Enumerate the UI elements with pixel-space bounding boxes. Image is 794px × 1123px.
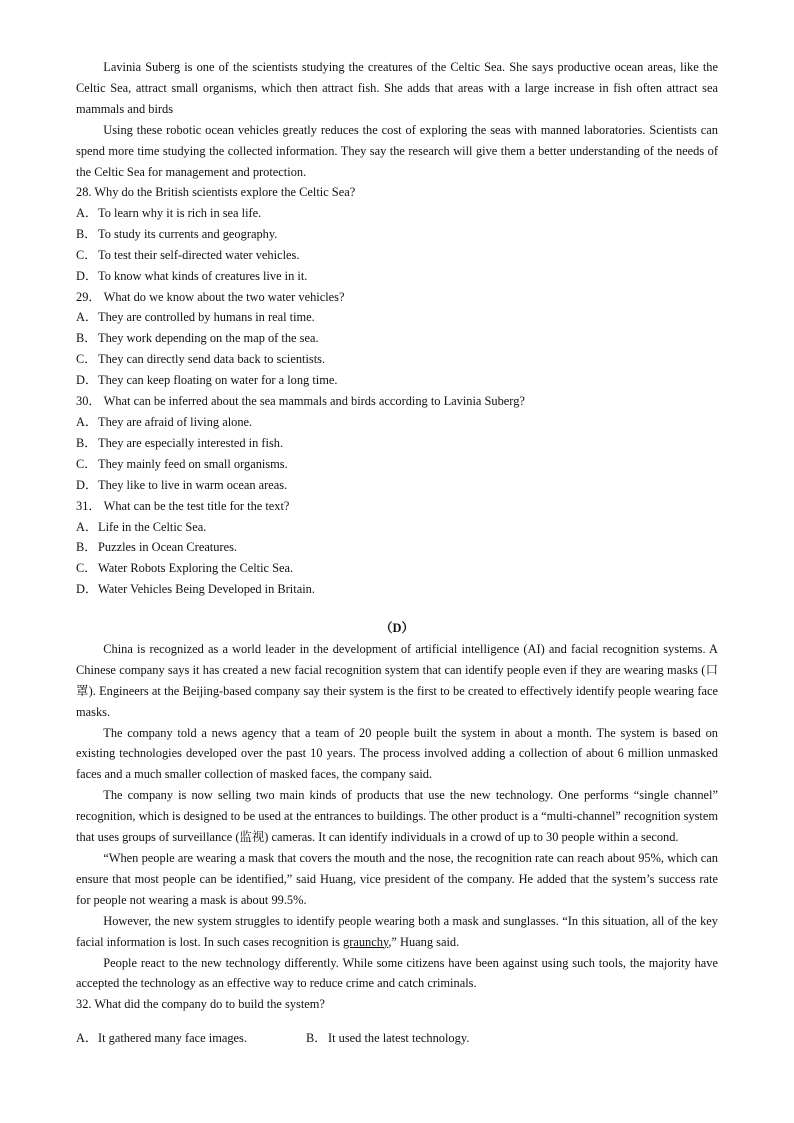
question-stem: 32. What did the company do to build the system? <box>76 997 325 1012</box>
option-d[interactable] <box>76 370 718 391</box>
option-letter: A． <box>76 1030 98 1045</box>
option-a[interactable] <box>76 1028 306 1049</box>
option-letter: B． <box>76 435 97 450</box>
option-letter: A． <box>76 519 98 534</box>
passage-c <box>76 57 718 182</box>
option-text: They work depending on the map of the sea. <box>98 331 319 346</box>
passage-d-paragraph-5 <box>76 911 718 953</box>
passage-d-paragraph-1: China is recognized as a world leader in the development of artificial intelligence (AI) and facial recognition systems. A Chinese company says it has created a new facial recognition system that can identify people even if they are wearing masks (口罩). Engineers at the Beijing-based company say their system is the first to be created to effectively identify people wearing face masks. <box>76 641 718 719</box>
option-d[interactable] <box>76 579 718 600</box>
option-letter: A． <box>76 310 98 325</box>
passage-c-paragraph-2: Using these robotic ocean vehicles greatly reduces the cost of exploring the seas with manned laboratories. Scientists can spend more time studying the collected information. They say the research will give them a better understanding of the needs of the Celtic Sea for management and protection. <box>76 122 718 179</box>
option-letter: B． <box>306 1030 327 1045</box>
option-text: They like to live in warm ocean areas. <box>98 477 288 492</box>
option-a[interactable] <box>76 412 718 433</box>
question-stem: 31． What can be the test title for the text? <box>76 498 290 513</box>
paragraph-text: ,” Huang said. <box>388 934 460 949</box>
option-letter: B． <box>76 331 97 346</box>
question-stem: 29． What do we know about the two water vehicles? <box>76 289 345 304</box>
option-b[interactable] <box>76 537 718 558</box>
option-text: Water Robots Exploring the Celtic Sea. <box>98 561 294 576</box>
option-text: They are afraid of living alone. <box>98 414 253 429</box>
option-text: Puzzles in Ocean Creatures. <box>98 540 237 555</box>
option-b[interactable] <box>306 1028 469 1049</box>
question-29 <box>76 287 718 392</box>
questions-c <box>76 182 718 600</box>
passage-d-paragraph-2: The company told a news agency that a team of 20 people built the system in about a month. The system is based on existing technologies developed over the past 10 years. The process involved adding a collection of about 6 million unmasked faces and a much smaller collection of masked faces, the company said. <box>76 725 718 782</box>
passage-d-paragraph-3: The company is now selling two main kinds of products that use the new technology. One performs “single channel” recognition, which is designed to be used at the entrances to buildings. The other product is a “multi-channel” recognition system that uses groups of surveillance (监视) cameras. It can identify individuals in a crowd of up to 30 people within a second. <box>76 788 718 845</box>
option-text: To know what kinds of creatures live in it. <box>98 268 308 283</box>
option-text: To test their self-directed water vehicles. <box>98 247 300 262</box>
option-text: It gathered many face images. <box>98 1030 247 1045</box>
question-32 <box>76 994 718 1048</box>
option-letter: A． <box>76 205 98 220</box>
option-text: They mainly feed on small organisms. <box>98 456 288 471</box>
option-text: Life in the Celtic Sea. <box>98 519 207 534</box>
question-28 <box>76 182 718 287</box>
option-text: They are especially interested in fish. <box>98 435 284 450</box>
passage-d-paragraph-6: People react to the new technology differently. While some citizens have been against using such tools, the majority have accepted the technology as an effective way to reduce crime and catch criminals. <box>76 955 718 991</box>
option-letter: C． <box>76 352 97 367</box>
section-d <box>76 618 718 1061</box>
option-letter: C． <box>76 247 97 262</box>
option-c[interactable] <box>76 349 718 370</box>
question-stem: 28. Why do the British scientists explore the Celtic Sea? <box>76 185 356 199</box>
option-d[interactable] <box>76 266 718 287</box>
section-title: （D） <box>380 621 414 635</box>
option-a[interactable] <box>76 517 718 538</box>
option-letter: B． <box>76 226 97 241</box>
passage-c-paragraph-1: Lavinia Suberg is one of the scientists studying the creatures of the Celtic Sea. She says productive ocean areas, like the Celtic Sea, attract small organisms, which then attract fish. She adds that areas with a large increase in fish often attract sea mammals and birds <box>76 60 718 116</box>
option-text: They can keep floating on water for a long time. <box>98 373 338 388</box>
question-31 <box>76 496 718 601</box>
option-a[interactable] <box>76 307 718 328</box>
option-c[interactable] <box>76 245 718 266</box>
option-row <box>76 1028 718 1049</box>
option-b[interactable] <box>76 433 718 454</box>
passage-d-paragraph-4: “When people are wearing a mask that covers the mouth and the nose, the recognition rate can reach about 95%, which can ensure that most people can be identified,” said Huang, vice president of the company. He added that the system’s success rate for people not wearing a mask is about 99.5%. <box>76 850 718 907</box>
option-a[interactable] <box>76 203 718 224</box>
paragraph-text: However, the new system struggles to identify people wearing both a mask and sunglasses. “In this situation, all of the key facial information is lost. In such cases recognition is <box>76 913 718 949</box>
option-text: To learn why it is rich in sea life. <box>98 205 262 220</box>
option-letter: D． <box>76 373 98 388</box>
option-text: It used the latest technology. <box>328 1030 470 1045</box>
option-letter: C． <box>76 456 97 471</box>
option-b[interactable] <box>76 328 718 349</box>
option-letter: C． <box>76 561 97 576</box>
option-c[interactable] <box>76 454 718 475</box>
option-letter: B． <box>76 540 97 555</box>
option-letter: D． <box>76 268 98 283</box>
option-letter: D． <box>76 582 98 597</box>
option-c[interactable] <box>76 558 718 579</box>
option-text: They can directly send data back to scientists. <box>98 352 326 367</box>
option-b[interactable] <box>76 224 718 245</box>
option-text: Water Vehicles Being Developed in Britain. <box>98 582 315 597</box>
question-30 <box>76 391 718 496</box>
option-d[interactable] <box>76 475 718 496</box>
option-text: They are controlled by humans in real time. <box>98 310 315 325</box>
option-letter: A． <box>76 414 98 429</box>
option-letter: D． <box>76 477 98 492</box>
underlined-word: graunchy <box>343 934 389 949</box>
question-stem: 30． What can be inferred about the sea mammals and birds according to Lavinia Suberg? <box>76 394 525 409</box>
option-text: To study its currents and geography. <box>98 226 278 241</box>
